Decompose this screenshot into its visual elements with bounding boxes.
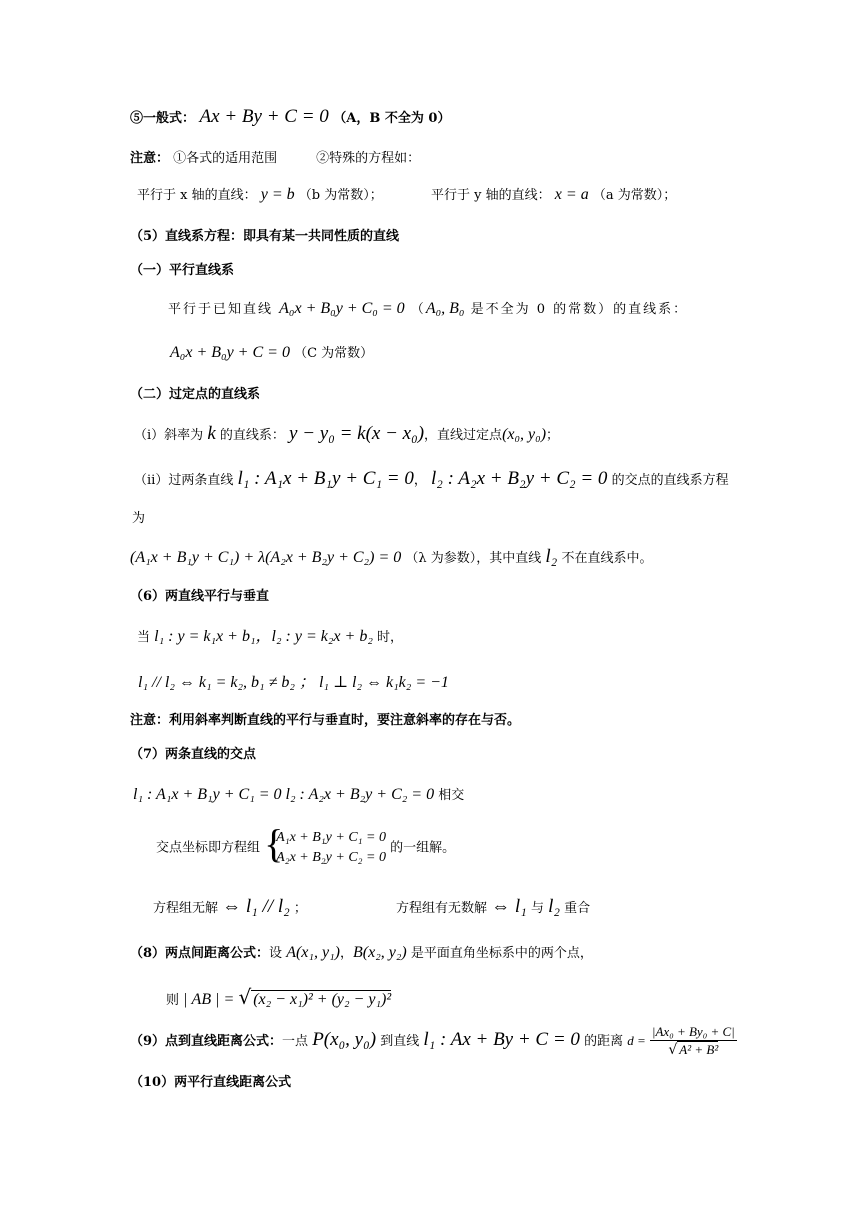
parallel-system-eq-line (170, 342, 373, 365)
line-family-note2: 不在直线系中。 (561, 551, 653, 566)
heading-5: （5）直线系方程：即具有某一共同性质的直线 (130, 229, 400, 244)
slope-system-line (134, 423, 559, 447)
distance-fraction (650, 1024, 737, 1059)
slope-end: ； (546, 428, 560, 443)
pld-a: 一点 (282, 1034, 309, 1049)
intersect-lines-line (133, 784, 464, 807)
general-form-equation: Ax + By + C = 0 (199, 106, 329, 127)
parallel-system-line (168, 298, 688, 321)
infinite-eq2: l₂ (548, 896, 560, 917)
two-lines-wei: 为 (132, 511, 146, 526)
parallel-perpendicular-rel: l₁ // l₂ ⇔ k₁ = k₂, b₁ ≠ b₂ ； l₁ ⊥ l₂ ⇔ k₁k₂ = −1 (138, 674, 449, 691)
parallel-eq: A₀x + B₀y + C₀ = 0 (279, 300, 405, 317)
slope-form-when: 当 (137, 630, 151, 645)
parallel-y-eq: x = a (554, 186, 589, 203)
radical-symbol: √ (238, 985, 252, 1009)
slope-text: （ⅰ）斜率为 (134, 428, 204, 443)
note-label: 注意： (130, 151, 170, 166)
distance-formula-line (166, 986, 391, 1012)
point-p: P(x₀, y₀) (312, 1029, 377, 1050)
infinite-text: 方程组有无数解 (396, 901, 488, 916)
general-form-note: （A，B 不全为 0） (333, 111, 451, 126)
line-family-eq: (A₁x + B₁y + C₁) + λ(A₂x + B₂y + C₂) = 0 (130, 549, 402, 566)
pld-c: 的距离 (584, 1034, 624, 1049)
two-lines-text2: 的交点的直线系方程 (611, 473, 729, 488)
intersect-text: 相交 (438, 788, 465, 803)
brace-symbol: { (264, 821, 284, 866)
line-family-note: （λ 为参数），其中直线 (405, 551, 542, 566)
distance-sep: ， (339, 946, 353, 961)
point-b: B(x₂, y₂) (352, 944, 407, 961)
fraction-denominator (650, 1041, 737, 1059)
system-row-2: A₂x + B₂y + C₂ = 0 (276, 850, 386, 865)
heading-9: （9）点到直线距离公式： (130, 1034, 283, 1049)
parallel-perpendicular-line (138, 672, 449, 695)
denominator-radicand: A² + B² (679, 1042, 719, 1057)
slope-form-then: 时， (377, 630, 404, 645)
heading-10: （10）两平行直线距离公式 (130, 1075, 292, 1090)
line-family-line (130, 546, 652, 570)
slope-form-eq: l₁ : y = k₁x + b₁，l₂ : y = k₂x + b₂ (154, 628, 373, 645)
pld-b: 到直线 (380, 1034, 420, 1049)
special-equations-line (137, 184, 676, 207)
parallel-x-eq: y = b (260, 186, 295, 203)
general-form-label: ⑤一般式： (130, 111, 196, 126)
distance-set: 设 (269, 946, 283, 961)
infinite-and: 与 (530, 901, 544, 916)
system-row-1: A₁x + B₁y + C₁ = 0 (276, 830, 386, 845)
point-slope-eq: y − y₀ = k(x − x₀) (289, 423, 425, 444)
infinite-eq: ⇔ l₁ (491, 896, 527, 917)
system-solutions-line (153, 896, 307, 920)
distance-text: 是平面直角坐标系中的两个点， (410, 946, 593, 961)
note-text: ①各式的适用范围 ②特殊的方程如： (173, 151, 421, 166)
slope-k: k (207, 423, 216, 444)
heading-fixed-point-system: （二）过定点的直线系 (130, 387, 261, 402)
line-family-l2: l₂ (545, 546, 558, 567)
slope-form-line (137, 626, 403, 649)
two-lines-system-line (134, 468, 729, 492)
point-a: A(x₁, y₁) (286, 944, 340, 961)
point-line-distance-line (130, 1020, 737, 1060)
slope-text3: ，直线过定点 (424, 428, 503, 443)
parallel-text-b: （ (410, 302, 426, 317)
heading-8: （8）两点间距离公式： (130, 946, 270, 961)
heading-parallel-system: （一）平行直线系 (130, 263, 235, 278)
heading-6: （6）两直线平行与垂直 (130, 589, 270, 604)
parallel-x-note: （b 为常数）； (298, 188, 383, 203)
no-solution-end: ； (293, 901, 307, 916)
heading-7: （7）两条直线的交点 (130, 747, 257, 762)
two-lines-comma: ， (413, 473, 427, 488)
two-lines-text: （ⅱ）过两条直线 (134, 473, 234, 488)
parallel-system-note: （C 为常数） (294, 346, 374, 361)
parallel-y-note: （a 为常数）； (592, 188, 677, 203)
no-solution-text: 方程组无解 (153, 901, 219, 916)
distance-radicand: (x₂ − x₁)² + (y₂ − y₁)² (253, 991, 392, 1008)
system-text2: 的一组解。 (390, 840, 456, 856)
note-line-1 (130, 148, 420, 170)
slope-text2: 的直线系： (219, 428, 285, 443)
pld-line-eq: l₁ : Ax + By + C = 0 (423, 1029, 580, 1050)
line-l1-eq: l₁ : A₁x + B₁y + C₁ = 0 (237, 468, 414, 489)
equation-system (264, 821, 386, 869)
general-form-line (130, 106, 450, 130)
system-text: 交点坐标即方程组 (156, 840, 261, 856)
system-line (156, 821, 456, 872)
no-solution-eq: ⇔ l₁ // l₂ (222, 896, 290, 917)
parallel-text-c: 是不全为 0 的常数）的直线系： (470, 302, 689, 317)
parallel-vars: A₀, B₀ (425, 300, 465, 317)
infinite-end: 重合 (564, 901, 591, 916)
pld-d: d = (627, 1033, 646, 1048)
distance-lhs: | AB | = (183, 991, 235, 1008)
infinite-solutions-line (396, 896, 590, 920)
parallel-text-a: 平行于已知直线 (168, 302, 274, 317)
line-l2-eq: l₂ : A₂x + B₂y + C₂ = 0 (431, 468, 608, 489)
parallel-y-text: 平行于 y 轴的直线： (431, 188, 551, 203)
parallel-x-text: 平行于 x 轴的直线： (137, 188, 257, 203)
fixed-point: (x₀, y₀) (502, 426, 547, 443)
distance-two-points-line (130, 942, 593, 965)
radical-symbol-2: √ (668, 1042, 678, 1058)
intersect-lines-eq: l₁ : A₁x + B₁y + C₁ = 0 l₂ : A₂x + B₂y + C₂ = 0 (133, 786, 435, 803)
fraction-numerator: |Ax₀ + By₀ + C| (651, 1024, 735, 1039)
note-slope: 注意：利用斜率判断直线的平行与垂直时，要注意斜率的存在与否。 (130, 713, 521, 728)
distance-then: 则 (166, 993, 180, 1008)
parallel-system-eq: A₀x + B₀y + C = 0 (170, 344, 290, 361)
